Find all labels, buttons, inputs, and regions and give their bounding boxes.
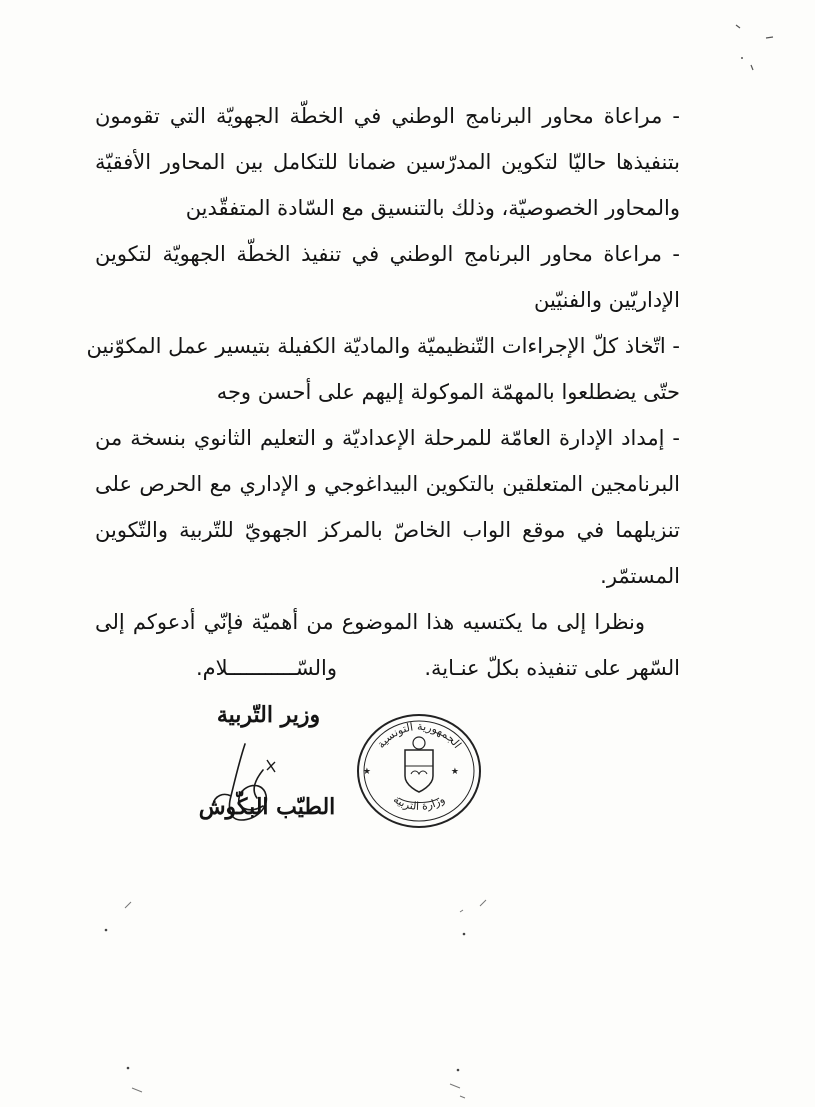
paragraph-line-13: السّهر على تنفيذه بكلّ عنـاية.: [424, 656, 680, 680]
paragraph-line-2: بتنفيذها حاليّا لتكوين المدرّسين ضمانا للتكامل بين المحاور الأفقيّة: [95, 150, 680, 174]
scan-artifact-bottom: [120, 1060, 520, 1105]
svg-text:الجمهورية التونسية: الجمهورية التونسية: [374, 719, 464, 751]
minister-title: وزير التّربية: [216, 702, 321, 728]
paragraph-line-9: البرنامجين المتعلقين بالتكوين البيداغوجي و الإداري مع الحرص على: [95, 472, 680, 496]
scan-artifact-middle: [100, 890, 520, 940]
ministry-stamp: [355, 712, 483, 830]
paragraph-line-6: - اتّخاذ كلّ الإجراءات التّنظيميّة والماديّة الكفيلة بتيسير عمل المكوّنين: [86, 334, 680, 358]
paragraph-line-3: والمحاور الخصوصيّة، وذلك بالتنسيق مع السّادة المتفقّدين: [185, 196, 680, 220]
svg-text:★: ★: [362, 767, 371, 777]
paragraph-line-1: - مراعاة محاور البرنامج الوطني في الخطّة الجهويّة التي تقومون: [95, 104, 680, 128]
svg-text:★: ★: [450, 767, 459, 777]
paragraph-line-10: تنزيلهما في موقع الواب الخاصّ بالمركز الجهويّ للتّربية والتّكوين: [95, 518, 680, 542]
paragraph-line-4: - مراعاة محاور البرنامج الوطني في تنفيذ الخطّة الجهويّة لتكوين: [95, 242, 680, 266]
paragraph-line-7: حتّى يضطلعوا بالمهمّة الموكولة إليهم على أحسن وجه: [216, 380, 680, 404]
paragraph-line-11: المستمّر.: [600, 564, 680, 588]
paragraph-line-5: الإداريّين والفنيّين: [534, 288, 680, 312]
closing-salutation: والسّـــــــــــلام.: [196, 656, 337, 680]
paragraph-line-12: ونظرا إلى ما يكتسيه هذا الموضوع من أهميّة فإنّي أدعوكم إلى: [95, 610, 645, 634]
minister-name: الطيّب البكّوش: [198, 794, 336, 820]
paragraph-line-8: - إمداد الإدارة العامّة للمرحلة الإعداديّة و التعليم الثانوي بنسخة من: [95, 426, 680, 450]
svg-text:وزارة التربية: وزارة التربية: [390, 792, 448, 813]
scan-artifact-top-right: [730, 20, 790, 90]
